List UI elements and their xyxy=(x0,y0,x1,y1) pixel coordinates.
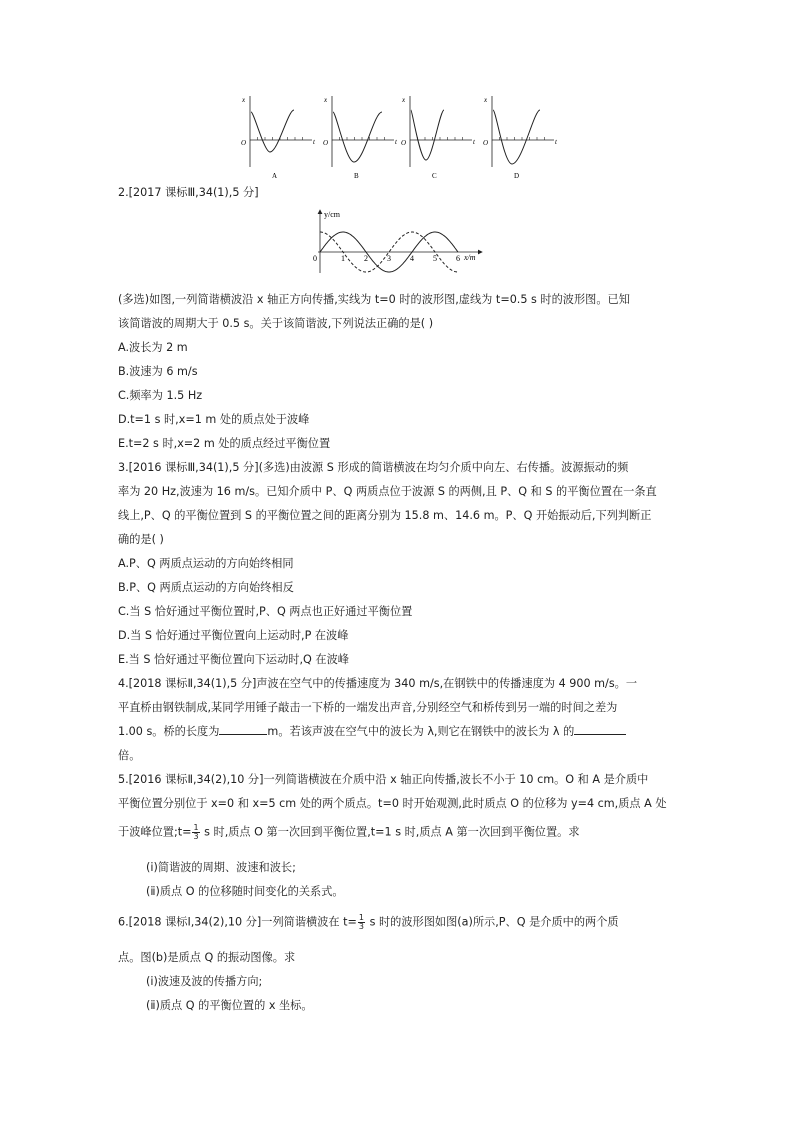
origin-label: O xyxy=(241,139,247,147)
displacement-curve xyxy=(251,110,294,152)
fraction-denominator: 3 xyxy=(358,922,365,931)
x-tick-label: 3 xyxy=(387,254,391,263)
q2-option-e: E.t=2 s 时,x=2 m 处的质点经过平衡位置 xyxy=(118,437,331,450)
fraction-one-third xyxy=(358,914,365,931)
q2-option-a: A.波长为 2 m xyxy=(118,341,188,354)
q2-option-c: C.频率为 1.5 Hz xyxy=(118,389,203,402)
q2-stem-line1: (多选)如图,一列简谐横波沿 x 轴正方向传播,实线为 t=0 时的波形图,虚线为 t=0.5 s 时的波形图。已知 xyxy=(118,293,630,306)
q2-option-d: D.t=1 s 时,x=1 m 处的质点处于波峰 xyxy=(118,413,310,426)
x-axis-label: t xyxy=(395,138,397,146)
q6-line1-start: 6.[2018 课标Ⅰ,34(2),10 分]一列简谐横波在 t= xyxy=(118,915,357,929)
displacement-curve xyxy=(333,112,382,162)
x-axis-label: t xyxy=(473,138,475,146)
fraction-numerator: 1 xyxy=(193,823,199,832)
q4-line1: 4.[2018 课标Ⅱ,34(1),5 分]声波在空气中的传播速度为 340 m/s,在钢铁中的传播速度为 4 900 m/s。一 xyxy=(118,677,638,690)
fraction-one-third xyxy=(192,824,199,841)
y-axis-label: x xyxy=(242,96,246,104)
origin-label: O xyxy=(323,139,329,147)
bridge-length-blank[interactable] xyxy=(219,724,267,735)
x-axis-label: t xyxy=(313,138,315,146)
q5-line3-start: 于波峰位置;t= xyxy=(118,825,192,839)
x-axis-label: x/m xyxy=(464,253,476,262)
q3-line2: 率为 20 Hz,波速为 16 m/s。已知介质中 P、Q 两质点位于波源 S 的两侧,且 P、Q 和 S 的平衡位置在一条直 xyxy=(118,485,657,498)
wave-graph-figure xyxy=(312,207,490,277)
wave-graph-svg xyxy=(312,207,490,277)
xt-panel-a xyxy=(241,96,316,180)
q5-line2: 平衡位置分别位于 x=0 和 x=5 cm 处的两个质点。t=0 时开始观测,此时质点 O 的位移为 y=4 cm,质点 A 处 xyxy=(118,797,667,810)
q4-line3 xyxy=(118,724,626,740)
q4-line3-start: 1.00 s。桥的长度为 xyxy=(118,725,220,738)
xt-graphs-svg xyxy=(238,92,558,182)
q3-option-e: E.当 S 恰好通过平衡位置向下运动时,Q 在波峰 xyxy=(118,653,349,666)
q3-option-b: B.P、Q 两质点运动的方向始终相反 xyxy=(118,581,294,594)
origin-label: 0 xyxy=(313,254,317,263)
q4-line3-end: m。若该声波在空气中的波长为 λ,则它在钢铁中的波长为 λ 的 xyxy=(267,725,575,738)
xt-panel-d xyxy=(483,96,558,180)
q6-line1-end: s 时的波形图如图(a)所示,P、Q 是介质中的两个质 xyxy=(366,915,619,929)
xt-panel-b xyxy=(323,96,398,180)
x-tick-label: 5 xyxy=(433,254,437,263)
q2-option-b: B.波速为 6 m/s xyxy=(118,365,198,378)
xt-graphs-figure xyxy=(238,92,558,182)
q4-line4: 倍。 xyxy=(118,749,141,762)
q5-line1: 5.[2016 课标Ⅱ,34(2),10 分]一列简谐横波在介质中沿 x 轴正向传播,波长不小于 10 cm。O 和 A 是介质中 xyxy=(118,773,649,786)
q5-line3-end: s 时,质点 O 第一次回到平衡位置,t=1 s 时,质点 A 第一次回到平衡位置。求 xyxy=(200,825,580,839)
q3-line4: 确的是( ) xyxy=(118,533,164,546)
y-axis-label: x xyxy=(484,96,488,104)
panel-label: D xyxy=(514,172,520,180)
q2-stem-line2: 该简谐波的周期大于 0.5 s。关于该简谐波,下列说法正确的是( ) xyxy=(118,317,434,330)
x-axis-label: t xyxy=(555,138,557,146)
x-tick-label: 1 xyxy=(341,254,345,263)
q3-line3: 线上,P、Q 的平衡位置到 S 的平衡位置之间的距离分别为 15.8 m、14.6 m。P、Q 开始振动后,下列判断正 xyxy=(118,509,652,522)
q5-sub1: (ⅰ)简谐波的周期、波速和波长; xyxy=(146,861,296,874)
q5-line3 xyxy=(118,824,580,841)
q3-option-c: C.当 S 恰好通过平衡位置时,P、Q 两点也正好通过平衡位置 xyxy=(118,605,413,618)
q6-line2: 点。图(b)是质点 Q 的振动图像。求 xyxy=(118,951,296,964)
q6-sub1: (ⅰ)波速及波的传播方向; xyxy=(146,975,263,988)
q4-line2: 平直桥由钢铁制成,某同学用锤子敲击一下桥的一端发出声音,分别经空气和桥传到另一端的时间之差为 xyxy=(118,701,618,714)
x-tick-label: 2 xyxy=(364,254,368,263)
y-axis-label: y/cm xyxy=(324,210,340,219)
panel-label: B xyxy=(354,172,359,180)
displacement-curve xyxy=(411,110,444,160)
fraction-denominator: 3 xyxy=(193,832,199,841)
origin-label: O xyxy=(483,139,489,147)
q6-sub2: (ⅱ)质点 Q 的平衡位置的 x 坐标。 xyxy=(146,999,313,1012)
xt-panel-c xyxy=(401,96,476,180)
fraction-numerator: 1 xyxy=(358,913,365,922)
y-axis-label: x xyxy=(402,96,406,104)
q2-header: 2.[2017 课标Ⅲ,34(1),5 分] xyxy=(118,186,259,199)
panel-label: A xyxy=(272,172,278,180)
q3-option-d: D.当 S 恰好通过平衡位置向上运动时,P 在波峰 xyxy=(118,629,349,642)
displacement-curve xyxy=(493,110,540,164)
panel-label: C xyxy=(432,172,437,180)
origin-label: O xyxy=(401,139,407,147)
q3-option-a: A.P、Q 两质点运动的方向始终相同 xyxy=(118,557,294,570)
q6-line1 xyxy=(118,914,619,931)
q3-line1: 3.[2016 课标Ⅲ,34(1),5 分](多选)由波源 S 形成的简谐横波在均匀介质中向左、右传播。波源振动的频 xyxy=(118,461,629,474)
y-axis-label: x xyxy=(324,96,328,104)
q5-sub2: (ⅱ)质点 O 的位移随时间变化的关系式。 xyxy=(146,885,344,898)
wavelength-ratio-blank[interactable] xyxy=(574,724,626,735)
x-tick-label: 4 xyxy=(410,254,414,263)
x-tick-label: 6 xyxy=(456,254,460,263)
